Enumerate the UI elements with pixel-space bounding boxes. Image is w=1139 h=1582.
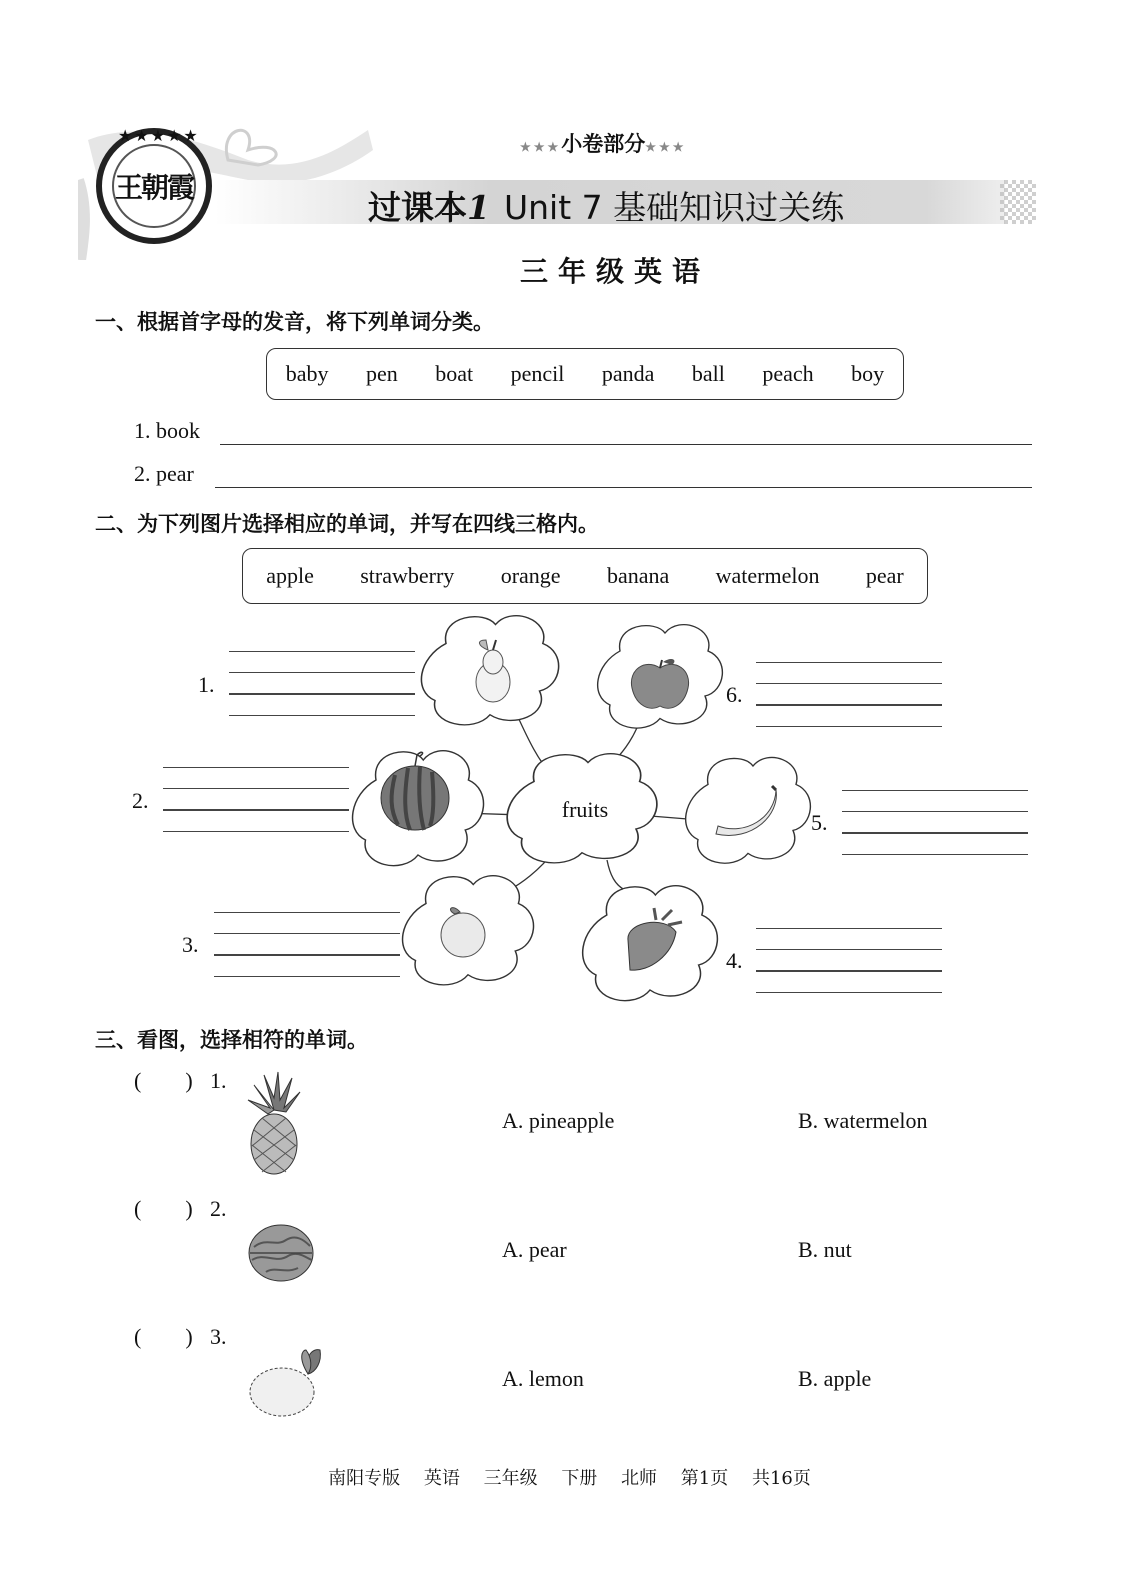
word: boat: [435, 361, 474, 386]
q1-item-label: 2. pear: [134, 461, 194, 486]
answer-line[interactable]: [220, 444, 1032, 445]
q1-item-label: 1. book: [134, 418, 200, 443]
item-number: 3.: [210, 1324, 227, 1349]
answer-paren[interactable]: ( ): [134, 1196, 193, 1221]
four-line-grid[interactable]: [842, 790, 1028, 856]
word: panda: [601, 361, 655, 386]
grid-number: 1.: [198, 672, 215, 697]
option-a[interactable]: A. lemon: [502, 1366, 584, 1391]
apple-icon: [631, 659, 688, 708]
grid-number: 4.: [726, 948, 743, 973]
word: pen: [365, 361, 398, 386]
four-line-grid[interactable]: [163, 767, 349, 833]
option-b[interactable]: B. apple: [798, 1366, 872, 1391]
four-line-grid[interactable]: [214, 912, 400, 978]
word: boy: [851, 361, 885, 386]
stars-right-icon: ★★★: [645, 140, 687, 154]
option-a[interactable]: A. pineapple: [502, 1108, 615, 1133]
page-title: 过课本1 Unit 7 基础知识过关练: [368, 188, 845, 227]
four-line-grid[interactable]: [756, 928, 942, 994]
footer-part: 北师: [621, 1468, 658, 1489]
pineapple-icon: [244, 1070, 304, 1175]
grid-number: 2.: [132, 788, 149, 813]
page-footer: [0, 1464, 1139, 1490]
word: baby: [285, 361, 329, 386]
word: pear: [865, 563, 904, 588]
grid-number: 5.: [811, 810, 828, 835]
four-line-grid[interactable]: [229, 651, 415, 717]
item-number: 2.: [210, 1196, 227, 1221]
option-b[interactable]: B. watermelon: [798, 1108, 928, 1133]
page-subtitle: 三年级英语: [520, 255, 711, 288]
footer-part: 英语: [423, 1468, 460, 1489]
word: banana: [606, 563, 670, 588]
word: apple: [266, 563, 314, 588]
section-tag: ★★★小卷部分★★★: [520, 131, 687, 156]
footer-part: 共16页: [751, 1468, 811, 1489]
option-a[interactable]: A. pear: [502, 1237, 567, 1262]
q1-heading: 一、根据首字母的发音，将下列单词分类。: [95, 309, 494, 334]
footer-part: 下册: [561, 1468, 598, 1489]
word: ball: [691, 361, 725, 386]
word: watermelon: [715, 563, 820, 588]
q2-word-box: [242, 548, 928, 604]
footer-part: 第1页: [680, 1468, 729, 1489]
nut-icon: [246, 1222, 316, 1284]
word: pencil: [510, 361, 565, 386]
footer-part: 三年级: [483, 1468, 538, 1489]
footer-part: 南阳专版: [328, 1468, 401, 1489]
lemon-icon: [246, 1344, 330, 1420]
q1-word-box: [266, 348, 904, 400]
q2-heading: 二、为下列图片选择相应的单词，并写在四线三格内。: [95, 511, 599, 536]
q3-heading: 三、看图，选择相符的单词。: [95, 1027, 368, 1052]
checker-decoration: [1000, 180, 1036, 224]
four-line-grid[interactable]: [756, 662, 942, 728]
item-number: 1.: [210, 1068, 227, 1093]
grid-number: 3.: [182, 932, 199, 957]
grid-number: 6.: [726, 682, 743, 707]
answer-paren[interactable]: ( ): [134, 1324, 193, 1349]
answer-paren[interactable]: ( ): [134, 1068, 193, 1093]
logo-stars-icon: ★★★★★: [118, 126, 200, 145]
publisher-logo: 王朝霞: [96, 128, 212, 244]
connector-line: [607, 860, 625, 890]
word: peach: [762, 361, 814, 386]
stars-left-icon: ★★★: [520, 140, 562, 154]
center-label: fruits: [561, 797, 609, 822]
word: strawberry: [360, 563, 455, 588]
answer-line[interactable]: [215, 487, 1032, 488]
option-b[interactable]: B. nut: [798, 1237, 852, 1262]
word: orange: [500, 563, 561, 588]
